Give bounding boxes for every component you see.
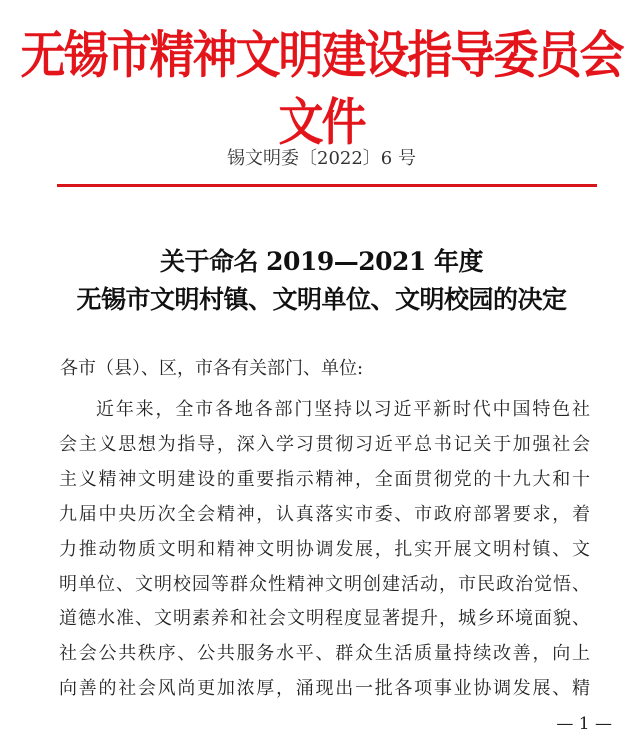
body-line: 近年来，全市各地各部门坚持以习近平新时代中国特色社 [96, 399, 590, 420]
body-line: 主义精神文明建设的重要指示精神，全面贯彻党的十九大和十 [59, 468, 590, 490]
body-paragraph [59, 393, 590, 707]
body-line: 会主义思想为指导，深入学习贯彻习近平总书记关于加强社会 [59, 433, 590, 455]
masthead-title: 无锡市精神文明建设指导委员会文件 [20, 25, 623, 152]
document-title [0, 243, 643, 319]
body-line: 力推动物质文明和精神文明协调发展，扎实开展文明村镇、文 [59, 538, 590, 560]
body-line: 明单位、文明校园等群众性精神文明创建活动，市民政治觉悟、 [59, 573, 590, 595]
title-line-1: 关于命名 2019—2021 年度 [159, 247, 484, 276]
page-number: — 1 — [556, 714, 612, 734]
title-line-2: 无锡市文明村镇、文明单位、文明校园的决定 [76, 285, 567, 314]
body-line: 九届中央历次全会精神，认真落实市委、市政府部署要求，着 [59, 503, 590, 525]
body-line: 道德水准、文明素养和社会文明程度显著提升，城乡环境面貌、 [59, 608, 590, 630]
body-line: 向善的社会风尚更加浓厚，涌现出一批各项事业协调发展、精 [59, 678, 590, 700]
salutation: 各市（县）、区，市各有关部门、单位: [60, 358, 364, 379]
red-divider-rule [57, 184, 597, 187]
document-number: 锡文明委〔2022〕6 号 [227, 148, 416, 169]
body-line: 社会公共秩序、公共服务水平、群众生活质量持续改善，向上 [59, 643, 590, 665]
